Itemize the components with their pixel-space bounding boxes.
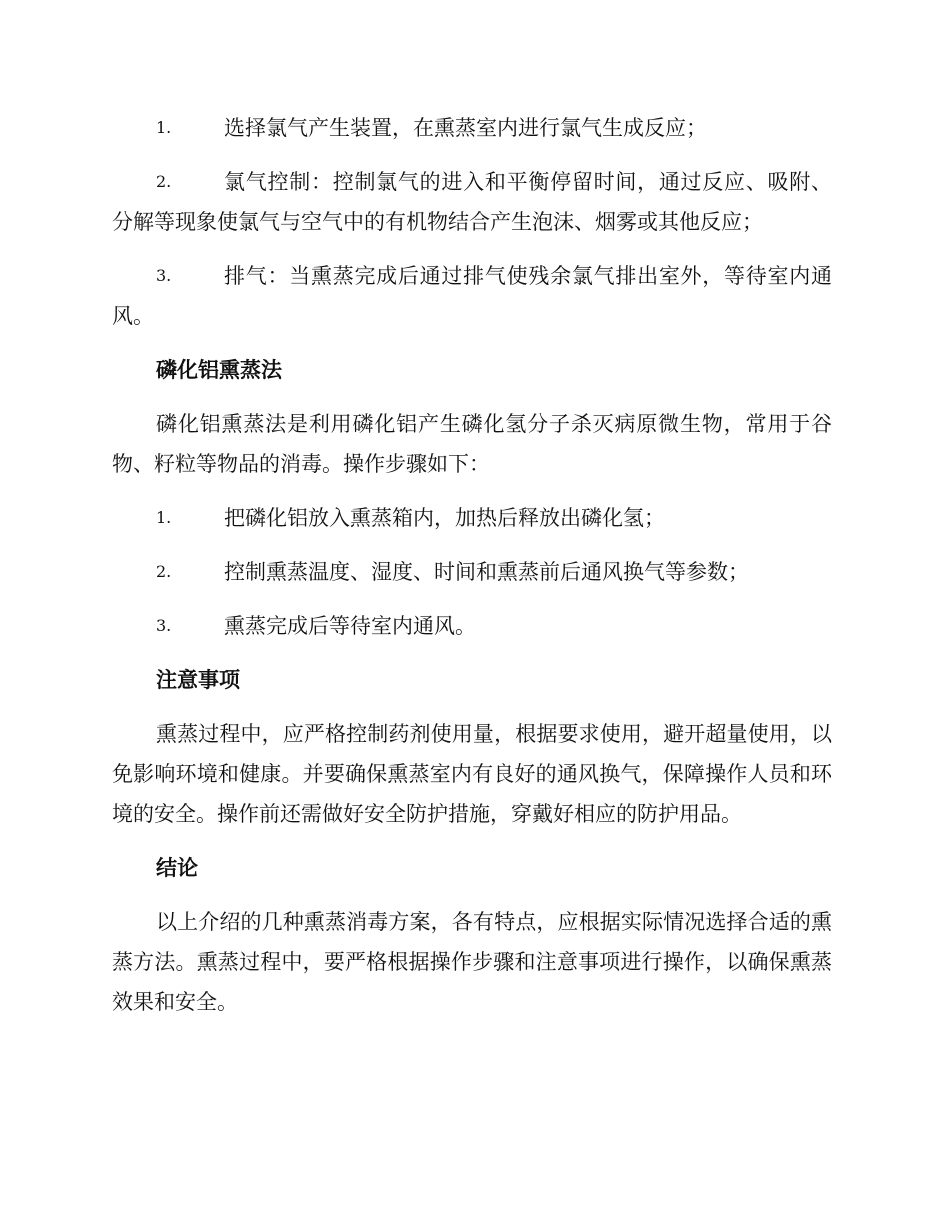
list-item xyxy=(112,256,832,336)
list-item-text: 把磷化铝放入熏蒸箱内，加热后释放出磷化氢； xyxy=(224,506,665,530)
section-heading-aluminum: 磷化铝熏蒸法 xyxy=(156,358,282,382)
list-item-text: 氯气控制：控制氯气的进入和平衡停留时间，通过反应、吸附、分解等现象使氯气与空气中的有机物结合产生泡沫、烟雾或其他反应； xyxy=(112,170,832,234)
list-item xyxy=(112,552,832,592)
list-number: 1. xyxy=(156,508,172,527)
list-item-text: 排气：当熏蒸完成后通过排气使残余氯气排出室外，等待室内通风。 xyxy=(112,264,832,328)
list-item xyxy=(112,108,832,148)
list-item xyxy=(112,162,832,242)
list-item-text: 控制熏蒸温度、湿度、时间和熏蒸前后通风换气等参数； xyxy=(224,560,749,584)
list-number: 3. xyxy=(156,616,172,635)
list-item xyxy=(112,498,832,538)
list-number: 2. xyxy=(156,172,172,191)
list-item-text: 选择氯气产生装置，在熏蒸室内进行氯气生成反应； xyxy=(224,116,707,140)
section-body-conclusion: 以上介绍的几种熏蒸消毒方案，各有特点，应根据实际情况选择合适的熏蒸方法。熏蒸过程中，要严格根据操作步骤和注意事项进行操作，以确保熏蒸效果和安全。 xyxy=(112,910,832,1014)
section-heading-notes: 注意事项 xyxy=(156,668,240,692)
section-body-notes: 熏蒸过程中，应严格控制药剂使用量，根据要求使用，避开超量使用，以免影响环境和健康。并要确保熏蒸室内有良好的通风换气，保障操作人员和环境的安全。操作前还需做好安全防护措施，穿戴好相应的防护用品。 xyxy=(112,722,832,826)
list-item xyxy=(112,606,832,646)
list-number: 2. xyxy=(156,562,172,581)
list-number: 1. xyxy=(156,118,172,137)
section-heading-conclusion: 结论 xyxy=(156,856,198,880)
list-number: 3. xyxy=(156,266,172,285)
section-intro-aluminum: 磷化铝熏蒸法是利用磷化铝产生磷化氢分子杀灭病原微生物，常用于谷物、籽粒等物品的消毒。操作步骤如下： xyxy=(112,412,832,476)
list-item-text: 熏蒸完成后等待室内通风。 xyxy=(224,614,476,638)
document-page xyxy=(112,108,832,1022)
